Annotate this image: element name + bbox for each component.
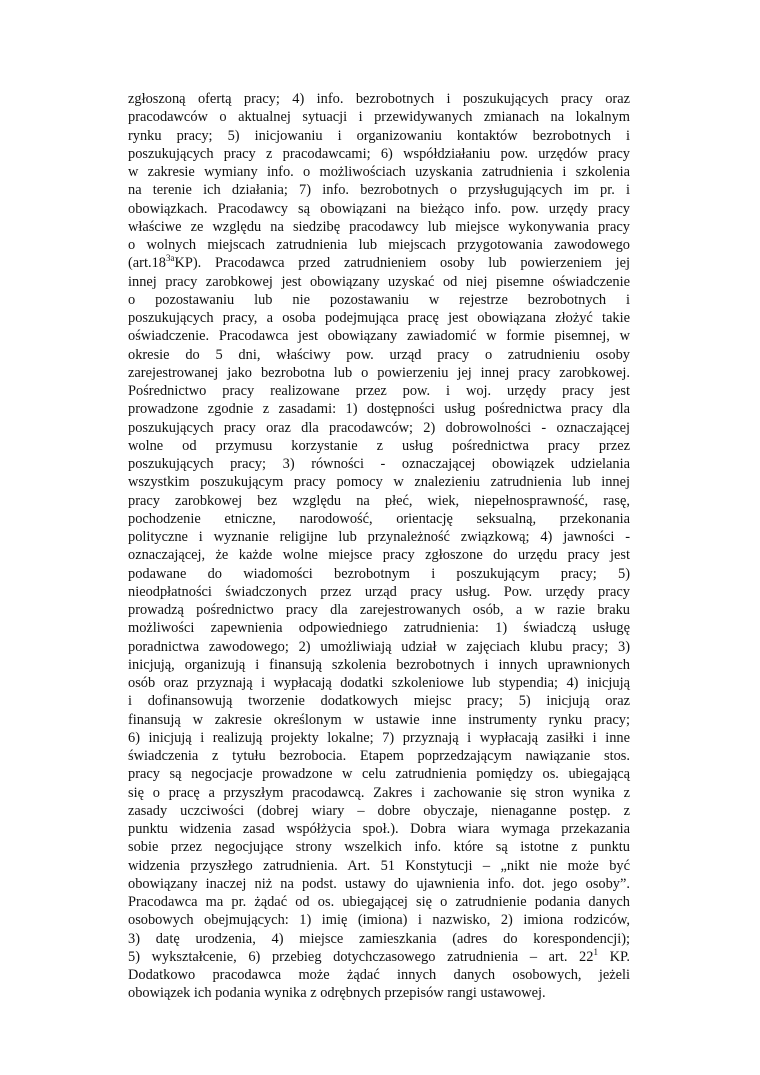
text-line: właściwe ze względu na siedzibę pracodawcy lub miejsce wykonywania pracy [128, 218, 630, 235]
text-line: na terenie ich działania; 7) info. bezrobotnych o przysługujących im pr. i [128, 182, 630, 199]
text-line: poszukujących pracy z pracodawcami; 6) współdziałaniu pow. urzędów pracy [128, 145, 630, 162]
text-line: wszystkim poszukującym pracy pomocy w znalezieniu zatrudnienia lub innej [128, 474, 630, 491]
text-line: Pośrednictwo pracy realizowane przez pow. i woj. urzędy pracy jest [128, 383, 630, 399]
text-line: o wolnych miejscach zatrudnienia lub miejscach przygotowania zawodowego [128, 237, 630, 253]
text-segment: KP. [597, 948, 630, 965]
text-line: pochodzenie etniczne, narodowość, orientację seksualną, przekonania [128, 510, 630, 527]
text-line: oznaczającej, że każde wolne miejsce pracy zgłoszone do urzędu pracy jest [128, 547, 630, 564]
text-line: polityczne i wyznanie religijne lub przynależność związkową; 4) jawności - [128, 529, 630, 545]
text-line: poszukujących pracy oraz dla pracodawców; 2) dobrowolności - oznaczającej [128, 419, 630, 436]
text-line: możliwości zapewnienia odpowiedniego zatrudnienia: 1) świadczą usługę [128, 620, 630, 637]
superscript: 3a [165, 253, 175, 264]
text-line: poszukujących pracy, a osoba podejmująca pracę jest obowiązana złożyć takie [128, 310, 630, 326]
text-line: innej pracy zarobkowej jest obowiązany uzyskać od niej pisemne oświadczenie [128, 273, 630, 290]
text-line: poszukujących pracy; 3) równości - oznaczającej obowiązek udzielania [128, 456, 630, 472]
text-line: 3) datę urodzenia, 4) miejsce zamieszkania (adres do korespondencji); [128, 930, 630, 947]
text-line: sobie przez negocjujące strony wszelkich info. które są istotne z punktu [128, 839, 630, 856]
text-line [128, 948, 630, 966]
text-segment: (art.18 [128, 255, 166, 272]
text-line: w zakresie wymiany info. o możliwościach uzyskania zatrudnienia i szkolenia [128, 164, 630, 180]
text-line: pracodawców o aktualnej sytuacji i przewidywanych zmianach na lokalnym [128, 109, 630, 126]
text-line: pracy są negocjacje prowadzone w celu zatrudnienia pomiędzy os. ubiegającą [128, 766, 630, 783]
text-line: prowadzą pośrednictwo pracy dla zarejestrowanych osób, a w razie braku [128, 602, 630, 618]
text-line: okresie do 5 dni, właściwy pow. urząd pracy o zatrudnieniu osoby [128, 346, 630, 363]
text-line: 6) inicjują i realizują projekty lokalne; 7) przyznają i wypłacają zasiłki i inne [128, 729, 630, 746]
text-line: prowadzone zgodnie z zasadami: 1) dostępności usług pośrednictwa pracy dla [128, 401, 630, 418]
text-line: rynku pracy; 5) inicjowaniu i organizowaniu kontaktów bezrobotnych i [128, 127, 630, 144]
text-line: obowiązkach. Pracodawcy są obowiązani na bieżąco info. pow. urzędy pracy [128, 200, 630, 217]
text-line: osób oraz przyznają i wypłacają dodatki szkoleniowe lub stypendia; 4) inicjują [128, 675, 630, 691]
text-line: finansują w zakresie określonym w ustawie inne instrumenty rynku pracy; [128, 711, 630, 728]
text-line: nieodpłatności świadczonych przez urząd pracy usług. Pow. urzędy pracy [128, 583, 630, 600]
text-line: zgłoszoną ofertą pracy; 4) info. bezrobotnych i poszukujących pracy oraz [128, 91, 630, 107]
text-line: Pracodawca ma pr. żądać od os. ubiegającej się o zatrudnienie podania danych [128, 894, 630, 910]
text-line: poradnictwa zawodowego; 2) umożliwiają udział w zajęciach klubu pracy; 3) [128, 638, 630, 655]
body-text [128, 90, 630, 1003]
text-line: obowiązek ich podania wynika z odrębnych przepisów rangi ustawowej. [128, 985, 546, 1002]
text-line: Dodatkowo pracodawca może żądać innych danych osobowych, jeżeli [128, 967, 630, 983]
text-line [128, 254, 630, 272]
text-line: zasady uczciwości (dobrej wiary – dobre obyczaje, nienaganne postęp. z [128, 802, 630, 819]
text-line: się o pracę a przyszłym pracodawcą. Zakres i zachowanie się stron wynika z [128, 784, 630, 801]
text-line: i dofinansowują tworzenie dodatkowych miejsc pracy; 5) inicjują oraz [128, 693, 630, 710]
text-line: inicjują, organizują i finansują szkolenia bezrobotnych i innych uprawnionych [128, 656, 630, 673]
superscript: 1 [593, 946, 598, 957]
text-line: podawane do wiadomości bezrobotnym i poszukującym pracy; 5) [128, 565, 630, 582]
text-line: świadczenia z tytułu bezrobocia. Etapem poprzedzającym nawiązanie stos. [128, 748, 630, 764]
text-line: widzenia przyszłego zatrudnienia. Art. 51 Konstytucji – „nikt nie może być [128, 857, 630, 874]
text-line: pracy zarobkowej bez względu na płeć, wiek, niepełnosprawność, rasę, [128, 492, 630, 509]
text-line: o pozostawaniu lub nie pozostawaniu w rejestrze bezrobotnych i [128, 291, 630, 308]
text-segment: 5) wykształcenie, 6) przebieg dotychczasowego zatrudnienia – art. 22 [128, 948, 594, 965]
text-segment: KP). Pracodawca przed zatrudnieniem osoby lub powierzeniem jej [174, 255, 630, 272]
text-line: wolne od przymusu korzystanie z usług pośrednictwa pracy przez [128, 437, 630, 454]
text-line: oświadczenie. Pracodawca jest obowiązany zawiadomić w formie pisemnej, w [128, 328, 630, 345]
text-line: zarejestrowanej jako bezrobotna lub o powierzeniu jej innej pracy zarobkowej. [128, 364, 630, 381]
text-line: obowiązany inaczej niż na podst. ustawy do ujawnienia info. dot. jego osoby”. [128, 875, 630, 892]
text-line: punktu widzenia zasad współżycia społ.). Dobra wiara wymaga przekazania [128, 821, 630, 837]
text-line: osobowych obejmujących: 1) imię (imiona) i nazwisko, 2) imiona rodziców, [128, 912, 630, 929]
